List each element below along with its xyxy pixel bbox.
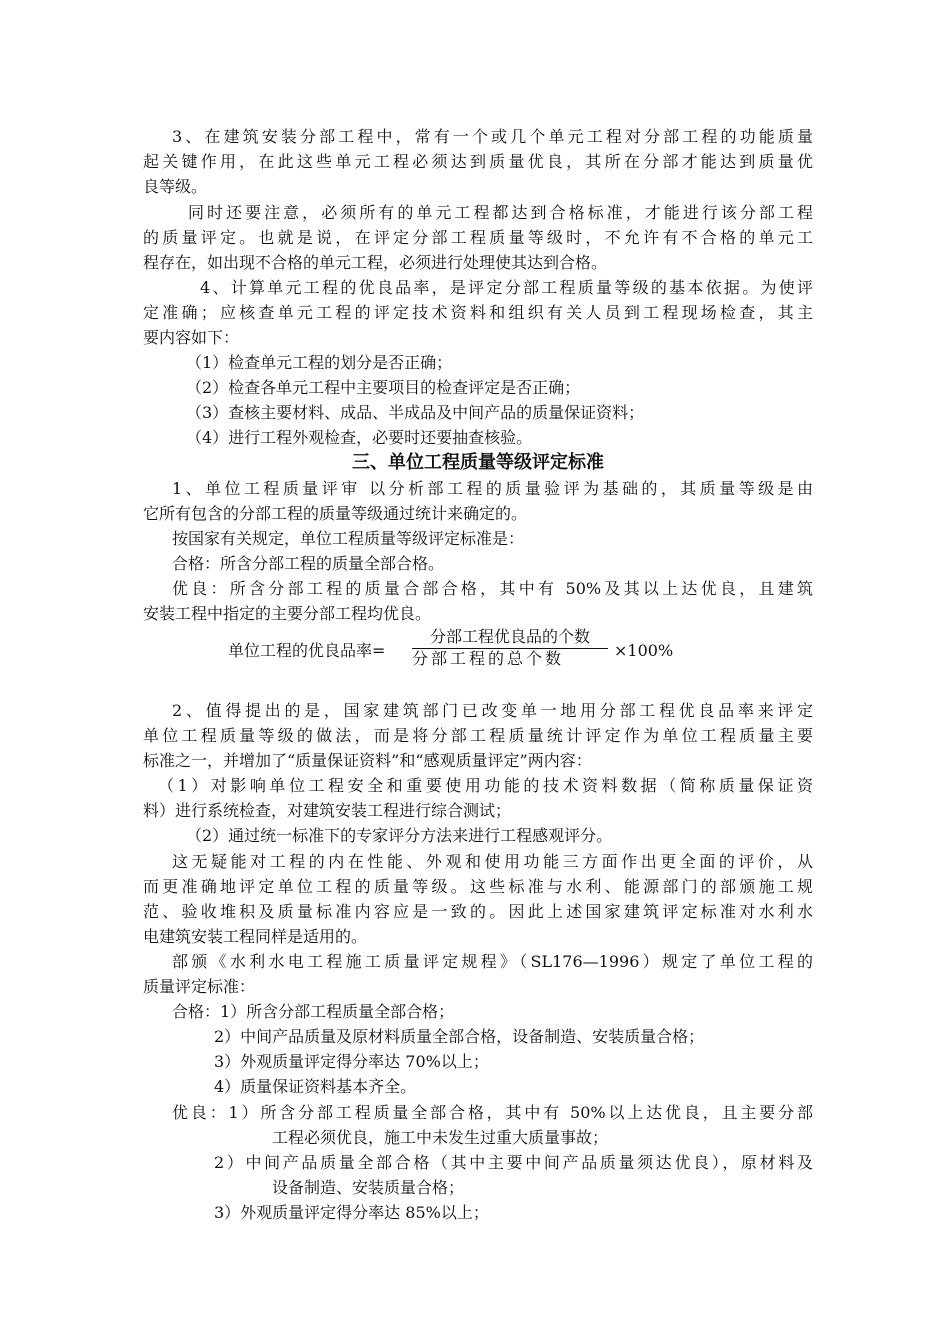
criteria-item: 3）外观质量评定得分率达 70%以上； — [214, 1052, 489, 1071]
criteria-item: 优良：1）所含分部工程质量全部合格，其中有 50%以上达优良，且主要分部 — [172, 1103, 813, 1122]
list-item: （3）查核主要材料、成品、半成品及中间产品的质量保证资料； — [186, 403, 645, 422]
criteria-item: 合格：1）所含分部工程质量全部合格； — [172, 1002, 455, 1021]
paragraph-line: 4、计算单元工程的优良品率，是评定分部工程质量等级的基本依据。为使评 — [200, 278, 813, 297]
formula-numerator: 分部工程优良品的个数 — [429, 627, 590, 646]
list-item: （4）进行工程外观检查，必要时还要抽查核验。 — [186, 428, 533, 447]
criteria-item: 设备制造、安装质量合格； — [272, 1178, 465, 1197]
paragraph-line: 合格：所含分部工程的质量全部合格。 — [172, 554, 445, 573]
criteria-item: 2）中间产品质量全部合格（其中主要中间产品质量须达优良），原材料及 — [214, 1153, 813, 1172]
paragraph-line: 3、在建筑安装分部工程中，常有一个或几个单元工程对分部工程的功能质量 — [172, 127, 813, 146]
paragraph-line: 安装工程中指定的主要分部工程均优良。 — [143, 604, 432, 623]
paragraph-line: 程存在，如出现不合格的单元工程，必须进行处理使其达到合格。 — [143, 253, 608, 272]
paragraph-line: 单位工程质量等级的做法，而是将分部工程质量统计评定作为单位工程质量主要 — [143, 726, 813, 745]
list-item: （1）检查单元工程的划分是否正确； — [186, 353, 453, 372]
criteria-item: 2）中间产品质量及原材料质量全部合格，设备制造、安装质量合格； — [214, 1027, 705, 1046]
paragraph-line: 起关键作用，在此这些单元工程必须达到质量优良，其所在分部才能达到质量优 — [143, 152, 813, 171]
paragraph-line: 范、验收堆积及质量标准内容应是一致的。因此上述国家建筑评定标准对水利水 — [143, 902, 813, 921]
list-item: （2）通过统一标准下的专家评分方法来进行工程感观评分。 — [186, 826, 613, 845]
paragraph-line: 质量评定标准： — [143, 977, 256, 996]
list-item: （1）对影响单位工程安全和重要使用功能的技术资料数据（简称质量保证资 — [158, 776, 813, 795]
paragraph-line: 2、值得提出的是，国家建筑部门已改变单一地用分部工程优良品率来评定 — [172, 701, 813, 720]
paragraph-line: 它所有包含的分部工程的质量等级通过统计来确定的。 — [143, 504, 528, 523]
paragraph-line: 标准之一，并增加了“质量保证资料”和“感观质量评定”两内容： — [143, 751, 592, 770]
paragraph-line: 良等级。 — [143, 177, 208, 196]
criteria-item: 4）质量保证资料基本齐全。 — [214, 1077, 417, 1096]
section-heading: 三、单位工程质量等级评定标准 — [352, 452, 604, 473]
formula-denominator: 分部工程的总个数 — [412, 649, 565, 668]
criteria-item: 工程必须优良，施工中未发生过重大质量事故； — [272, 1128, 609, 1147]
formula-multiplier: ×100% — [614, 641, 674, 660]
paragraph-line: 部颁《水利水电工程施工质量评定规程》（SL176—1996）规定了单位工程的 — [172, 952, 813, 971]
list-item: 料）进行系统检查，对建筑安装工程进行综合测试； — [143, 801, 512, 820]
criteria-item: 3）外观质量评定得分率达 85%以上； — [214, 1203, 489, 1222]
paragraph-line: 的质量评定。也就是说，在评定分部工程质量等级时，不允许有不合格的单元工 — [143, 228, 813, 247]
paragraph-line: 1、单位工程质量评审 以分析部工程的质量验评为基础的，其质量等级是由 — [172, 479, 813, 498]
list-item: （2）检查各单元工程中主要项目的检查评定是否正确； — [186, 378, 581, 397]
paragraph-line: 优良：所含分部工程的质量合部合格，其中有 50%及其以上达优良，且建筑 — [172, 579, 813, 598]
paragraph-line: 这无疑能对工程的内在性能、外观和使用功能三方面作出更全面的评价，从 — [172, 852, 813, 871]
paragraph-line: 电建筑安装工程同样是适用的。 — [143, 927, 368, 946]
paragraph-line: 按国家有关规定，单位工程质量等级评定标准是： — [172, 529, 525, 548]
paragraph-line: 要内容如下： — [143, 328, 240, 347]
paragraph-line: 而更准确地评定单位工程的质量等级。这些标准与水利、能源部门的部颁施工规 — [143, 877, 813, 896]
paragraph-line: 同时还要注意，必须所有的单元工程都达到合格标准，才能进行该分部工程 — [188, 203, 813, 222]
formula-lhs: 单位工程的优良品率= — [228, 641, 386, 660]
paragraph-line: 定准确；应核查单元工程的评定技术资料和组织有关人员到工程现场检查，其主 — [143, 303, 813, 322]
